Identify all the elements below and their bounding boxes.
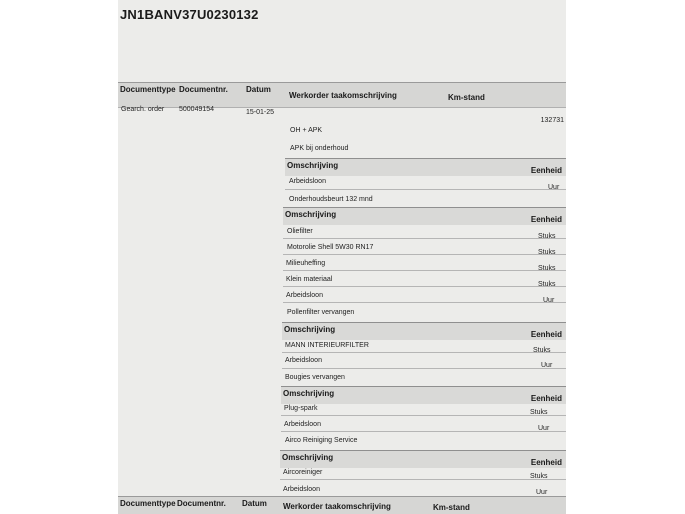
item-unit: Uur: [548, 184, 560, 191]
row-divider: [283, 254, 566, 255]
row-divider: [282, 368, 566, 369]
section-omschrijving: Omschrijving: [285, 210, 337, 219]
table-header: [118, 82, 566, 108]
item-desc: Arbeidsloon: [283, 486, 320, 493]
row-divider: [285, 189, 566, 190]
section-header: [281, 386, 566, 404]
row-divider: [283, 302, 566, 303]
item-desc: Aircoreiniger: [283, 469, 323, 476]
item-desc: MANN INTERIEURFILTER: [285, 342, 369, 349]
item-desc: Arbeidsloon: [285, 357, 322, 364]
section-omschrijving: Omschrijving: [284, 325, 336, 334]
section-header: [285, 158, 566, 176]
section-header: [280, 450, 566, 468]
col-doc-nr[interactable]: Documentnr.: [179, 85, 228, 94]
item-desc: Arbeidsloon: [289, 178, 326, 185]
section-omschrijving: Omschrijving: [283, 389, 335, 398]
row-divider: [282, 352, 566, 353]
row-divider: [280, 479, 566, 480]
record-doc-type: Gearch. order: [121, 106, 165, 113]
item-unit: Stuks: [530, 473, 548, 480]
row-divider: [283, 270, 566, 271]
col-description[interactable]: Werkorder taakomschrijving: [289, 91, 397, 100]
section-omschrijving: Omschrijving: [282, 453, 334, 462]
task-pollenfilter: Pollenfilter vervangen: [287, 309, 355, 316]
item-unit: Stuks: [538, 265, 556, 272]
section-omschrijving: Omschrijving: [287, 161, 339, 170]
section-eenheid: Eenheid: [530, 394, 562, 403]
col-km[interactable]: Km-stand: [448, 93, 485, 102]
section-eenheid: Eenheid: [530, 215, 562, 224]
item-unit: Uur: [541, 362, 553, 369]
document-screen: [118, 0, 566, 514]
section-eenheid: Eenheid: [530, 458, 562, 467]
item-unit: Uur: [536, 489, 548, 496]
item-desc: Plug-spark: [284, 405, 318, 412]
item-desc: Klein materiaal: [286, 276, 333, 283]
col-km[interactable]: Km-stand: [433, 503, 470, 512]
item-desc: Arbeidsloon: [284, 421, 321, 428]
task-onderhoudsbeurt: Onderhoudsbeurt 132 mnd: [289, 196, 373, 203]
item-desc: Oliefilter: [287, 228, 313, 235]
record-date: 15-01-25: [246, 109, 275, 116]
section-eenheid: Eenheid: [530, 330, 562, 339]
task-airco: Airco Reiniging Service: [285, 437, 358, 444]
item-unit: Uur: [543, 297, 555, 304]
record-doc-nr: 500049154: [179, 106, 215, 113]
item-unit: Stuks: [538, 281, 556, 288]
task-apk-bij-onderhoud: APK bij onderhoud: [290, 145, 349, 152]
table-header-repeat: [118, 496, 566, 514]
item-unit: Stuks: [533, 347, 551, 354]
col-date[interactable]: Datum: [242, 499, 267, 508]
section-header: [283, 207, 566, 225]
item-desc: Milieuheffing: [286, 260, 326, 267]
vin-title: JN1BANV37U0230132: [120, 7, 259, 22]
col-doc-type[interactable]: Documenttype: [120, 499, 176, 508]
section-eenheid: Eenheid: [530, 166, 562, 175]
col-description[interactable]: Werkorder taakomschrijving: [283, 502, 391, 511]
item-desc: Arbeidsloon: [286, 292, 323, 299]
item-unit: Stuks: [530, 409, 548, 416]
item-desc: Motorolie Shell 5W30 RN17: [287, 244, 374, 251]
col-doc-type[interactable]: Documenttype: [120, 85, 176, 94]
row-divider: [283, 286, 566, 287]
row-divider: [281, 415, 566, 416]
section-header: [282, 322, 566, 340]
row-divider: [283, 238, 566, 239]
record-km: 132731: [540, 117, 564, 124]
col-doc-nr[interactable]: Documentnr.: [177, 499, 226, 508]
item-unit: Uur: [538, 425, 550, 432]
task-oh-apk: OH + APK: [290, 127, 323, 134]
item-unit: Stuks: [538, 233, 556, 240]
row-divider: [281, 431, 566, 432]
item-unit: Stuks: [538, 249, 556, 256]
task-bougies: Bougies vervangen: [285, 374, 345, 381]
col-date[interactable]: Datum: [246, 85, 271, 94]
